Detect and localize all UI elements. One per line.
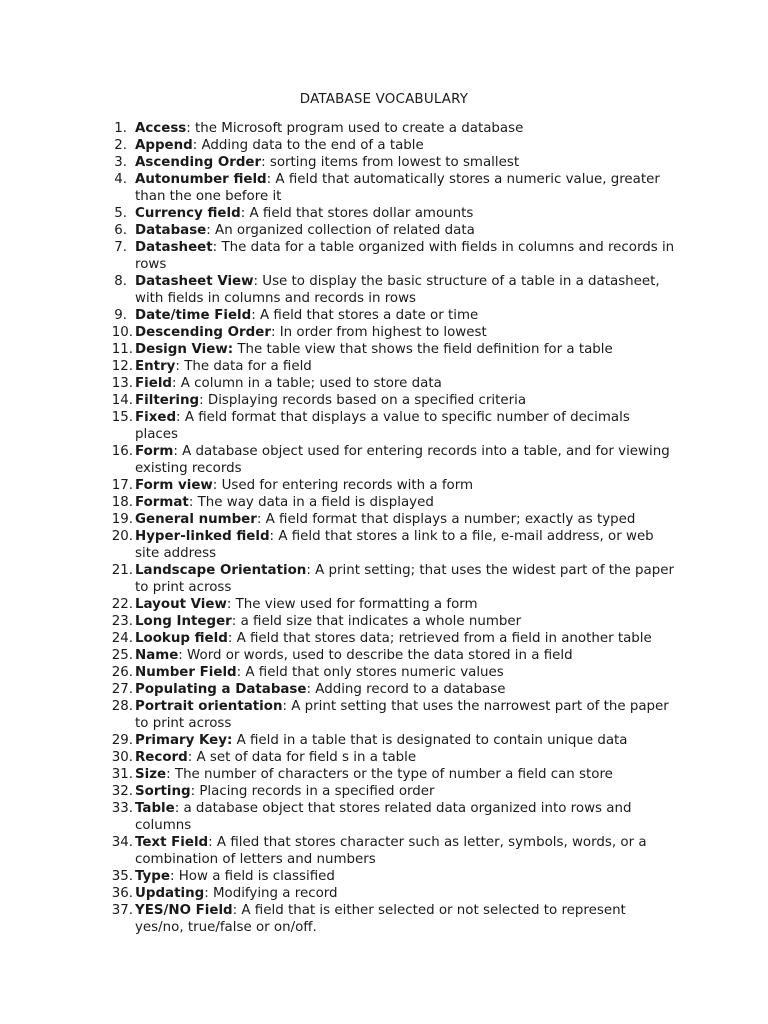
vocab-term: Append <box>135 138 193 153</box>
vocab-term: Size <box>135 767 167 782</box>
vocab-term: Populating a Database <box>135 682 307 697</box>
vocab-term: Long Integer <box>135 614 232 629</box>
vocab-term: Field <box>135 376 172 391</box>
list-item <box>0 783 675 800</box>
vocab-term: Landscape Orientation <box>135 563 307 578</box>
item-number: 32. <box>111 784 133 799</box>
vocab-definition: : How a field is classified <box>169 869 335 884</box>
vocab-definition: : An organized collection of related data <box>206 223 475 238</box>
list-item <box>0 443 675 477</box>
vocab-definition: : Use to display the basic structure of a table in a datasheet, with fields in columns and records in rows <box>135 274 660 306</box>
list-item <box>0 749 675 766</box>
list-item <box>0 868 675 885</box>
item-number: 7. <box>114 240 127 255</box>
vocab-definition: : Displaying records based on a specified criteria <box>199 393 527 408</box>
vocab-term: Access <box>135 121 187 136</box>
vocab-definition: : Word or words, used to describe the data stored in a field <box>178 648 573 663</box>
item-number: 4. <box>114 172 127 187</box>
list-item <box>0 341 675 358</box>
vocab-term: Type <box>135 869 170 884</box>
list-item <box>0 222 675 239</box>
list-item <box>0 392 675 409</box>
item-number: 10. <box>111 325 133 340</box>
vocab-definition: : A set of data for field s in a table <box>187 750 417 765</box>
vocab-definition: : A field that stores a date or time <box>251 308 479 323</box>
item-number: 21. <box>111 563 133 578</box>
vocab-term: Ascending Order <box>135 155 262 170</box>
item-number: 11. <box>111 342 133 357</box>
vocab-definition: : The data for a table organized with fields in columns and records in rows <box>135 240 675 272</box>
item-number: 12. <box>111 359 133 374</box>
list-item <box>0 766 675 783</box>
vocab-term: Record <box>135 750 188 765</box>
vocab-term: Hyper-linked field <box>135 529 270 544</box>
item-number: 28. <box>111 699 133 714</box>
vocab-term: YES/NO Field <box>135 903 233 918</box>
list-item <box>0 409 675 443</box>
item-number: 9. <box>114 308 127 323</box>
list-item <box>0 562 675 596</box>
vocabulary-list <box>0 120 768 936</box>
vocab-term: General number <box>135 512 257 527</box>
list-item <box>0 528 675 562</box>
vocab-definition: : A field format that displays a number; exactly as typed <box>256 512 636 527</box>
vocab-definition: : The number of characters or the type of number a field can store <box>166 767 613 782</box>
vocab-term: Name <box>135 648 179 663</box>
list-item <box>0 120 675 137</box>
list-item <box>0 205 675 222</box>
item-number: 23. <box>111 614 133 629</box>
vocab-definition: : The view used for formatting a form <box>226 597 478 612</box>
vocab-definition: : a field size that indicates a whole number <box>231 614 522 629</box>
vocab-term: Form view <box>135 478 213 493</box>
vocab-term: Sorting <box>135 784 191 799</box>
item-number: 13. <box>111 376 133 391</box>
vocab-definition: : A field format that displays a value to specific number of decimals places <box>135 410 630 442</box>
list-item <box>0 358 675 375</box>
item-number: 26. <box>111 665 133 680</box>
vocab-definition: : A field that only stores numeric values <box>236 665 504 680</box>
list-item <box>0 834 675 868</box>
item-number: 35. <box>111 869 133 884</box>
vocab-definition: : A field that is either selected or not selected to represent yes/no, true/false or on/off. <box>135 903 626 935</box>
list-item <box>0 800 675 834</box>
vocab-definition: : In order from highest to lowest <box>270 325 487 340</box>
vocab-term: Database <box>135 223 207 238</box>
vocab-definition: : A filed that stores character such as letter, symbols, words, or a combination of letters and numbers <box>135 835 647 867</box>
vocab-definition: : Used for entering records with a form <box>212 478 474 493</box>
vocab-term: Lookup field <box>135 631 228 646</box>
vocab-definition: : Placing records in a specified order <box>190 784 435 799</box>
vocab-definition: : the Microsoft program used to create a database <box>186 121 524 136</box>
vocab-term: Number Field <box>135 665 237 680</box>
vocab-definition: : sorting items from lowest to smallest <box>261 155 520 170</box>
list-item <box>0 171 675 205</box>
vocab-term: Entry <box>135 359 176 374</box>
vocab-term: Filtering <box>135 393 200 408</box>
item-number: 25. <box>111 648 133 663</box>
list-item <box>0 273 675 307</box>
item-number: 8. <box>114 274 127 289</box>
vocab-definition: : A field that automatically stores a numeric value, greater than the one before it <box>135 172 660 204</box>
vocab-definition: : A print setting; that uses the widest part of the paper to print across <box>135 563 674 595</box>
item-number: 14. <box>111 393 133 408</box>
vocab-definition: : A field that stores dollar amounts <box>240 206 474 221</box>
item-number: 15. <box>111 410 133 425</box>
vocab-definition: : The way data in a field is displayed <box>188 495 434 510</box>
list-item <box>0 630 675 647</box>
item-number: 37. <box>111 903 133 918</box>
item-number: 1. <box>114 121 127 136</box>
vocab-term: Autonumber field <box>135 172 267 187</box>
list-item <box>0 885 675 902</box>
list-item <box>0 613 675 630</box>
item-number: 30. <box>111 750 133 765</box>
vocab-term: Datasheet View <box>135 274 254 289</box>
item-number: 24. <box>111 631 133 646</box>
vocab-term: Currency field <box>135 206 241 221</box>
item-number: 18. <box>111 495 133 510</box>
list-item <box>0 732 675 749</box>
list-item <box>0 375 675 392</box>
list-item <box>0 477 675 494</box>
item-number: 34. <box>111 835 133 850</box>
item-number: 31. <box>111 767 133 782</box>
vocab-term: Updating <box>135 886 205 901</box>
item-number: 19. <box>111 512 133 527</box>
item-number: 29. <box>111 733 133 748</box>
item-number: 16. <box>111 444 133 459</box>
vocab-term: Date/time Field <box>135 308 252 323</box>
vocab-definition: : A field that stores a link to a file, e-mail address, or web site address <box>135 529 654 561</box>
vocab-definition: : a database object that stores related data organized into rows and columns <box>135 801 632 833</box>
item-number: 36. <box>111 886 133 901</box>
vocab-term: Datasheet <box>135 240 213 255</box>
item-number: 27. <box>111 682 133 697</box>
vocab-term: Design View: <box>135 342 234 357</box>
list-item <box>0 239 675 273</box>
page-title: DATABASE VOCABULARY <box>299 92 469 107</box>
item-number: 33. <box>111 801 133 816</box>
list-item <box>0 324 675 341</box>
item-number: 2. <box>114 138 127 153</box>
list-item <box>0 902 675 936</box>
vocab-term: Descending Order <box>135 325 271 340</box>
vocab-term: Portrait orientation <box>135 699 283 714</box>
vocab-term: Table <box>135 801 175 816</box>
list-item <box>0 511 675 528</box>
vocab-definition: : A column in a table; used to store data <box>172 376 442 391</box>
list-item <box>0 647 675 664</box>
vocab-definition: : A print setting that uses the narrowest part of the paper to print across <box>135 699 669 731</box>
vocab-term: Format <box>135 495 189 510</box>
list-item <box>0 307 675 324</box>
list-item <box>0 664 675 681</box>
vocab-definition: : The data for a field <box>175 359 312 374</box>
list-item <box>0 681 675 698</box>
list-item <box>0 596 675 613</box>
vocab-definition: The table view that shows the field definition for a table <box>233 342 613 357</box>
vocab-definition: : Modifying a record <box>204 886 338 901</box>
vocab-definition: : Adding record to a database <box>306 682 506 697</box>
list-item <box>0 154 675 171</box>
vocab-term: Layout View <box>135 597 227 612</box>
list-item <box>0 137 675 154</box>
item-number: 3. <box>114 155 127 170</box>
vocab-term: Primary Key: <box>135 733 233 748</box>
item-number: 17. <box>111 478 133 493</box>
list-item <box>0 698 675 732</box>
item-number: 5. <box>114 206 127 221</box>
item-number: 22. <box>111 597 133 612</box>
vocab-term: Fixed <box>135 410 177 425</box>
vocab-definition: A field in a table that is designated to contain unique data <box>232 733 628 748</box>
list-item <box>0 494 675 511</box>
vocab-term: Text Field <box>135 835 209 850</box>
item-number: 6. <box>114 223 127 238</box>
vocab-definition: : Adding data to the end of a table <box>192 138 424 153</box>
item-number: 20. <box>111 529 133 544</box>
vocab-term: Form <box>135 444 174 459</box>
vocab-definition: : A database object used for entering records into a table, and for viewing existing records <box>135 444 670 476</box>
vocab-definition: : A field that stores data; retrieved from a field in another table <box>227 631 652 646</box>
